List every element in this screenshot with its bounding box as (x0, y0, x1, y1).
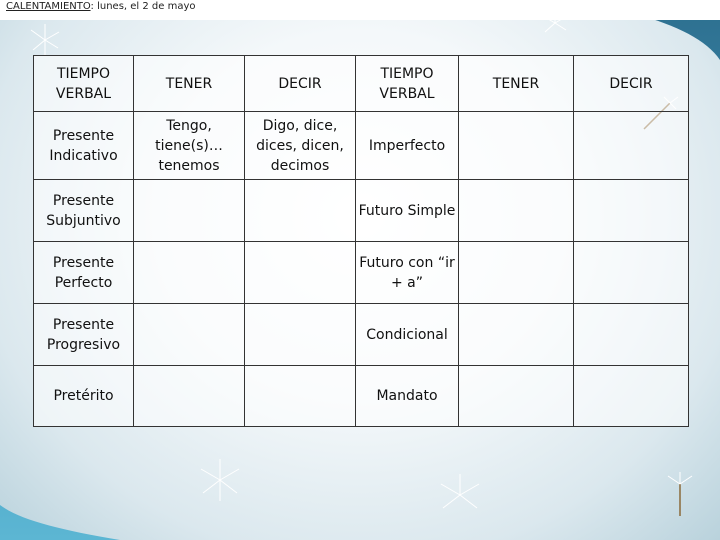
answer-cell[interactable] (245, 366, 356, 427)
page-title (6, 1, 196, 12)
header-cell: DECIR (574, 56, 689, 112)
answer-cell[interactable] (574, 180, 689, 242)
tense-cell: Mandato (356, 366, 459, 427)
answer-cell[interactable] (574, 242, 689, 304)
answer-cell[interactable] (459, 366, 574, 427)
tense-cell: Imperfecto (356, 112, 459, 180)
header-cell: TENER (459, 56, 574, 112)
header-cell: TENER (134, 56, 245, 112)
table-row (34, 304, 689, 366)
answer-cell[interactable] (134, 366, 245, 427)
answer-cell[interactable] (459, 242, 574, 304)
answer-cell[interactable] (245, 304, 356, 366)
header-cell: DECIR (245, 56, 356, 112)
table-header-row (34, 56, 689, 112)
tense-cell: Futuro Simple (356, 180, 459, 242)
tense-cell: Futuro con “ir + a” (356, 242, 459, 304)
answer-cell[interactable] (459, 180, 574, 242)
table-row (34, 112, 689, 180)
table-row (34, 180, 689, 242)
answer-cell[interactable] (134, 180, 245, 242)
answer-cell[interactable] (459, 304, 574, 366)
tense-cell: Presente Subjuntivo (34, 180, 134, 242)
answer-cell[interactable] (574, 112, 689, 180)
header-cell: TIEMPO VERBAL (34, 56, 134, 112)
tense-cell: Presente Progresivo (34, 304, 134, 366)
tense-cell: Presente Perfecto (34, 242, 134, 304)
title-date: : lunes, el 2 de mayo (90, 1, 196, 12)
answer-cell[interactable]: Digo, dice, dices, dicen, decimos (245, 112, 356, 180)
title-label: CALENTAMIENTO (6, 1, 91, 12)
verb-conjugation-table (33, 55, 689, 427)
tense-cell: Condicional (356, 304, 459, 366)
answer-cell[interactable] (245, 242, 356, 304)
table-row (34, 242, 689, 304)
answer-cell[interactable] (574, 366, 689, 427)
answer-cell[interactable] (459, 112, 574, 180)
answer-cell[interactable] (245, 180, 356, 242)
answer-cell[interactable]: Tengo, tiene(s)… tenemos (134, 112, 245, 180)
table-row (34, 366, 689, 427)
tense-cell: Pretérito (34, 366, 134, 427)
answer-cell[interactable] (134, 242, 245, 304)
answer-cell[interactable] (134, 304, 245, 366)
header-cell: TIEMPO VERBAL (356, 56, 459, 112)
tense-cell: Presente Indicativo (34, 112, 134, 180)
answer-cell[interactable] (574, 304, 689, 366)
